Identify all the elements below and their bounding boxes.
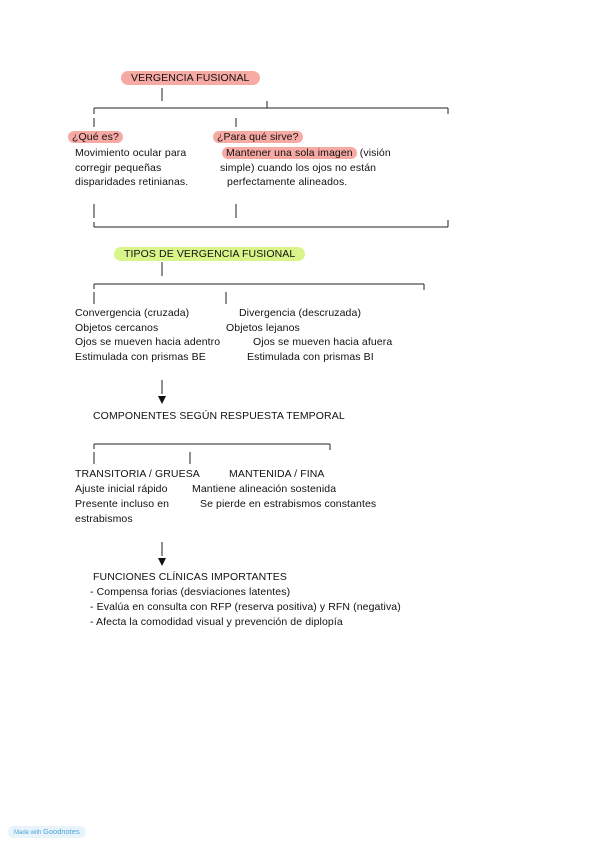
transitoria-line-1: Ajuste inicial rápido (75, 483, 168, 495)
componentes-heading: COMPONENTES SEGÚN RESPUESTA TEMPORAL (93, 410, 345, 422)
tipos-heading: TIPOS DE VERGENCIA FUSIONAL (114, 247, 305, 262)
que-es-line-1: Movimiento ocular para (75, 147, 187, 159)
divergencia-line-3: Ojos se mueven hacia afuera (253, 336, 393, 348)
para-que-line-1-rest: (visión (356, 147, 391, 159)
divergencia-line-2: Objetos lejanos (226, 322, 300, 334)
que-es-line-2: corregir pequeñas (75, 162, 162, 174)
para-que-question: ¿Para qué sirve? (213, 130, 303, 145)
para-que-line-2: simple) cuando los ojos no están (220, 162, 377, 174)
goodnotes-badge[interactable] (8, 826, 86, 838)
made-with-label: Made with (14, 830, 42, 836)
que-es-line-3: disparidades retinianas. (75, 176, 189, 188)
convergencia-line-4: Estimulada con prismas BE (75, 351, 206, 363)
mantenida-line-1: Mantiene alineación sostenida (192, 483, 337, 495)
divergencia-line-1: Divergencia (descruzada) (239, 307, 362, 319)
mantenida-title: MANTENIDA / FINA (229, 468, 325, 480)
convergencia-line-3: Ojos se mueven hacia adentro (75, 336, 221, 348)
para-que-line-3: perfectamente alineados. (227, 176, 348, 188)
funciones-item-1: - Compensa forias (desviaciones latentes) (90, 586, 291, 598)
goodnotes-brand: Goodnotes (43, 827, 80, 836)
funciones-heading: FUNCIONES CLÍNICAS IMPORTANTES (93, 571, 287, 583)
divergencia-line-4: Estimulada con prismas BI (247, 351, 374, 363)
para-que-highlight: Mantener una sola imagen (222, 147, 357, 159)
transitoria-line-3: estrabismos (75, 513, 133, 525)
que-es-question: ¿Qué es? (68, 130, 123, 145)
transitoria-title: TRANSITORIA / GRUESA (75, 468, 200, 480)
funciones-item-2: - Evalúa en consulta con RFP (reserva positiva) y RFN (negativa) (90, 601, 401, 613)
funciones-item-3: - Afecta la comodidad visual y prevención de diplopía (90, 616, 343, 628)
convergencia-line-2: Objetos cercanos (75, 322, 159, 334)
mantenida-line-2: Se pierde en estrabismos constantes (200, 498, 377, 510)
main-title: VERGENCIA FUSIONAL (121, 71, 260, 86)
convergencia-line-1: Convergencia (cruzada) (75, 307, 190, 319)
para-que-line-1 (222, 146, 391, 161)
transitoria-line-2: Presente incluso en (75, 498, 170, 510)
